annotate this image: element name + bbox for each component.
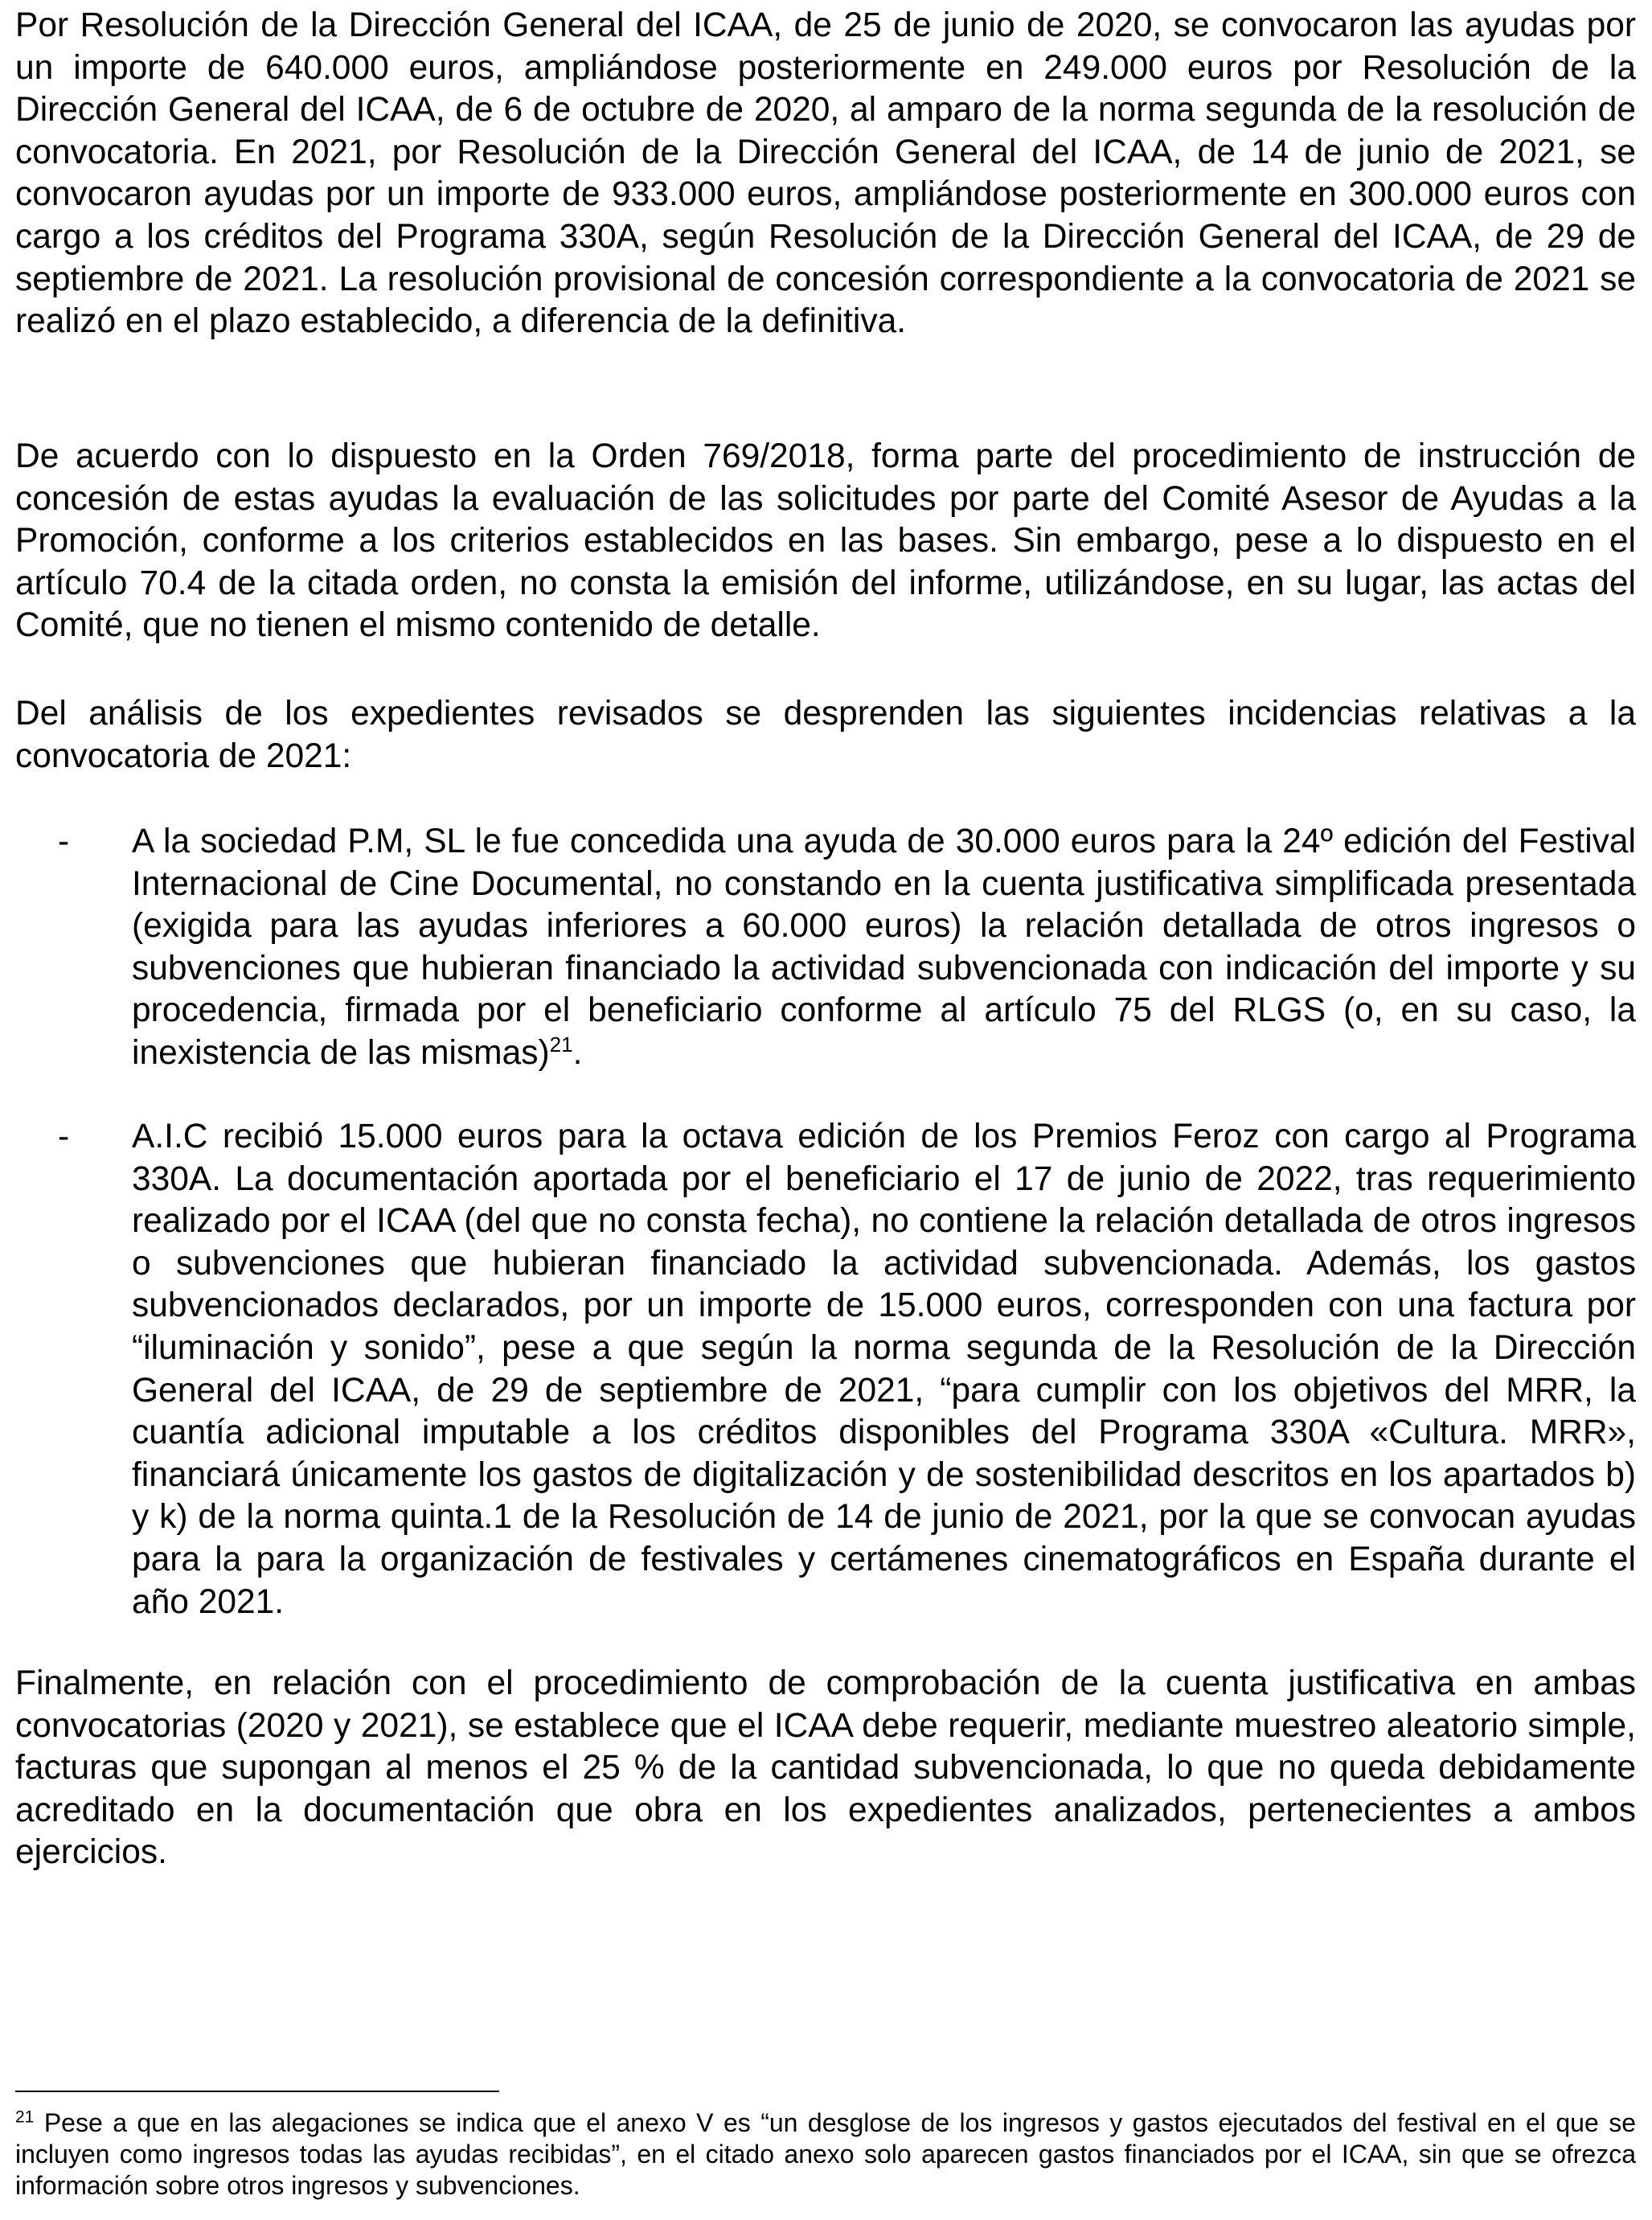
paragraph-orden-769-2018: De acuerdo con lo dispuesto en la Orden 769/2018, forma parte del procedimiento de instrucción de concesión de estas ayudas la evaluación de las solicitudes por parte del Comité Asesor de Ayudas a la Promoción, conforme a los criterios establecidos en las bases. Sin embargo, pese a lo dispuesto en el artículo 70.4 de la citada orden, no consta la emisión del informe, utilizándose, en su lugar, las actas del Comité, que no tienen el mismo contenido de detalle. <box>15 437 1636 645</box>
footnote-separator <box>15 2091 499 2092</box>
paragraph-cuenta-justificativa: Finalmente, en relación con el procedimiento de comprobación de la cuenta justificativa en ambas convocatorias (2020 y 2021), se establece que el ICAA debe requerir, mediante muestreo aleatorio simple, facturas que supongan al menos el 25 % de la cantidad subvencionada, lo que no queda debidamente acreditado en la documentación que obra en los expedientes analizados, pertenecientes a ambos ejercicios. <box>15 1664 1636 1872</box>
list-item-pm-sl <box>15 821 1636 1075</box>
list-item-aic <box>15 1116 1636 1623</box>
list-item-body: A la sociedad P.M, SL le fue concedida una ayuda de 30.000 euros para la 24º edición del Festival Internacional de Cine Documental, no constando en la cuenta justificativa simplificada presentada (exigida para las ayudas inferiores a 60.000 euros) la relación detallada de otros ingresos o subvenciones que hubieran financiado la actividad subvencionada con indicación del importe y su procedencia, firmada por el beneficiario conforme al artículo 75 del RLGS (o, en su caso, la inexistencia de las mismas) <box>132 823 1636 1072</box>
list-item-text <box>132 821 1636 1075</box>
list-item-text: A.I.C recibió 15.000 euros para la octava edición de los Premios Feroz con cargo al Programa 330A. La documentación aportada por el beneficiario el 17 de junio de 2022, tras requerimiento realizado por el ICAA (del que no consta fecha), no contiene la relación detallada de otros ingresos o subvenciones que hubieran financiado la actividad subvencionada. Además, los gastos subvencionados declarados, por un importe de 15.000 euros, corresponden con una factura por “iluminación y sonido”, pese a que según la norma segunda de la Resolución de la Dirección General del ICAA, de 29 de septiembre de 2021, “para cumplir con los objetivos del MRR, la cuantía adicional imputable a los créditos disponibles del Programa 330A «Cultura. MRR», financiará únicamente los gastos de digitalización y de sostenibilidad descritos en los apartados b) y k) de la norma quinta.1 de la Resolución de 14 de junio de 2021, por la que se convocan ayudas para la para la organización de festivales y certámenes cinematográficos en España durante el año 2021. <box>132 1118 1636 1621</box>
paragraph-convocatorias: Por Resolución de la Dirección General del ICAA, de 25 de junio de 2020, se convocaron las ayudas por un importe de 640.000 euros, ampliándose posteriormente en 249.000 euros por Resolución de la Dirección General del ICAA, de 6 de octubre de 2020, al amparo de la norma segunda de la resolución de convocatoria. En 2021, por Resolución de la Dirección General del ICAA, de 14 de junio de 2021, se convocaron ayudas por un importe de 933.000 euros, ampliándose posteriormente en 300.000 euros con cargo a los créditos del Programa 330A, según Resolución de la Dirección General del ICAA, de 29 de septiembre de 2021. La resolución provisional de concesión correspondiente a la convocatoria de 2021 se realizó en el plazo establecido, a diferencia de la definitiva. <box>15 6 1636 341</box>
footnote-reference[interactable]: 21 <box>549 1032 573 1057</box>
list-bullet-dash: - <box>58 823 70 860</box>
footnote <box>15 2107 1636 2201</box>
footnote-text: Pese a que en las alegaciones se indica que el anexo V es “un desglose de los ingresos y gastos ejecutados del festival en el que se incluyen como ingresos todas las ayudas recibidas”, en el citado anexo solo aparecen gastos financiados por el ICAA, sin que se ofrezca información sobre otros ingresos y subvenciones. <box>15 2108 1636 2200</box>
paragraph-incidencias-intro: Del análisis de los expedientes revisados se desprenden las siguientes incidencias relativas a la convocatoria de 2021: <box>15 695 1636 775</box>
footnote-number: 21 <box>15 2107 35 2127</box>
list-bullet-dash: - <box>58 1118 70 1155</box>
list-item-end: . <box>572 1033 583 1072</box>
